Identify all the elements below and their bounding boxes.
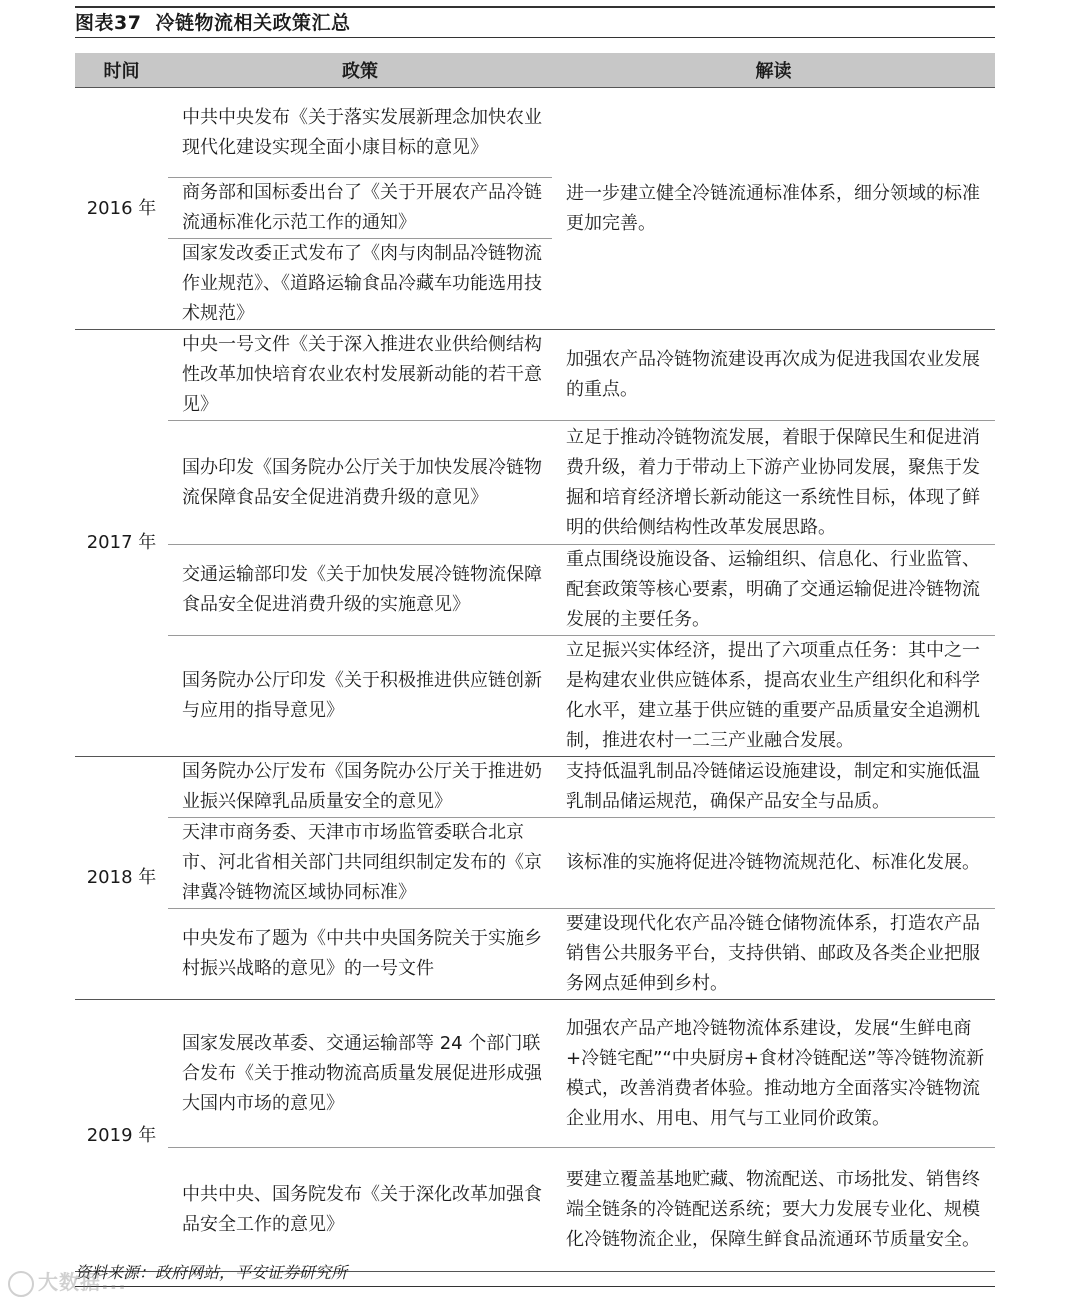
interpretation-cell: 加强农产品冷链物流建设再次成为促进我国农业发展的重点。 [552,330,995,421]
header-interpretation: 解读 [552,53,995,88]
watermark-logo-icon [8,1271,34,1297]
policy-table [75,53,995,1272]
table-row [75,757,995,818]
interpretation-cell: 立足振兴实体经济，提出了六项重点任务：其中之一是构建农业供应链体系，提高农业生产组织化和科学化水平，建立基于供应链的重要产品质量安全追溯机制，推进农村一二三产业融合发展。 [552,636,995,757]
table-row [75,636,995,757]
policy-cell: 国务院办公厅印发《关于积极推进供应链创新与应用的指导意见》 [168,636,552,757]
policy-cell: 国务院办公厅发布《国务院办公厅关于推进奶业振兴保障乳品质量安全的意见》 [168,757,552,818]
figure-title [75,9,350,37]
policy-cell: 交通运输部印发《关于加快发展冷链物流保障食品安全促进消费升级的实施意见》 [168,545,552,636]
year-cell: 2019 年 [75,1000,168,1272]
figure-title-text: 冷链物流相关政策汇总 [155,12,351,34]
policy-cell: 国办印发《国务院办公厅关于加快发展冷链物流保障食品安全促进消费升级的意见》 [168,421,552,545]
watermark [8,1266,127,1297]
policy-cell: 中央发布了题为《中共中央国务院关于实施乡村振兴战略的意见》的一号文件 [168,909,552,1000]
policy-cell: 国家发展改革委、交通运输部等 24 个部门联合发布《关于推动物流高质量发展促进形成强大国内市场的意见》 [168,1000,552,1148]
bottom-rule [75,1286,995,1287]
header-year: 时间 [75,53,168,88]
policy-cell: 中共中央发布《关于落实发展新理念加快农业现代化建设实现全面小康目标的意见》 [168,88,552,178]
policy-cell: 中央一号文件《关于深入推进农业供给侧结构性改革加快培育农业农村发展新动能的若干意见》 [168,330,552,421]
policy-cell: 天津市商务委、天津市市场监管委联合北京市、河北省相关部门共同组织制定发布的《京津冀冷链物流区域协同标准》 [168,818,552,909]
interpretation-cell: 重点围绕设施设备、运输组织、信息化、行业监管、配套政策等核心要素，明确了交通运输促进冷链物流发展的主要任务。 [552,545,995,636]
interpretation-cell: 进一步建立健全冷链流通标准体系，细分领域的标准更加完善。 [552,88,995,330]
table-row [75,1148,995,1272]
interpretation-cell: 立足于推动冷链物流发展，着眼于保障民生和促进消费升级，着力于带动上下游产业协同发展，聚焦于发掘和培育经济增长新动能这一系统性目标，体现了鲜明的供给侧结构性改革发展思路。 [552,421,995,545]
policy-cell: 商务部和国标委出台了《关于开展农产品冷链流通标准化示范工作的通知》 [168,178,552,239]
interpretation-cell: 支持低温乳制品冷链储运设施建设，制定和实施低温乳制品储运规范，确保产品安全与品质。 [552,757,995,818]
table-row [75,909,995,1000]
interpretation-cell: 该标准的实施将促进冷链物流规范化、标准化发展。 [552,818,995,909]
year-cell: 2017 年 [75,330,168,757]
table-row [75,818,995,909]
table-row [75,1000,995,1148]
source-note: 资料来源：政府网站，平安证券研究所 [75,1263,348,1282]
table-row [75,545,995,636]
title-rule [75,37,995,38]
top-rule [75,6,995,8]
figure-number: 图表37 [75,12,142,34]
table-header-row [75,53,995,88]
year-cell: 2018 年 [75,757,168,1000]
table-row [75,88,995,178]
interpretation-cell: 加强农产品产地冷链物流体系建设，发展“生鲜电商+冷链宅配”“中央厨房+食材冷链配送”等冷链物流新模式，改善消费者体验。推动地方全面落实冷链物流企业用水、用电、用气与工业同价政策。 [552,1000,995,1148]
year-cell: 2016 年 [75,88,168,330]
policy-cell: 国家发改委正式发布了《肉与肉制品冷链物流作业规范》、《道路运输食品冷藏车功能选用技术规范》 [168,239,552,330]
table-row [75,330,995,421]
header-policy: 政策 [168,53,552,88]
interpretation-cell: 要建立覆盖基地贮藏、物流配送、市场批发、销售终端全链条的冷链配送系统；要大力发展专业化、规模化冷链物流企业，保障生鲜食品流通环节质量安全。 [552,1148,995,1272]
table-row [75,421,995,545]
policy-cell: 中共中央、国务院发布《关于深化改革加强食品安全工作的意见》 [168,1148,552,1272]
watermark-text: 大数据... [38,1270,127,1294]
interpretation-cell: 要建设现代化农产品冷链仓储物流体系，打造农产品销售公共服务平台，支持供销、邮政及各类企业把服务网点延伸到乡村。 [552,909,995,1000]
